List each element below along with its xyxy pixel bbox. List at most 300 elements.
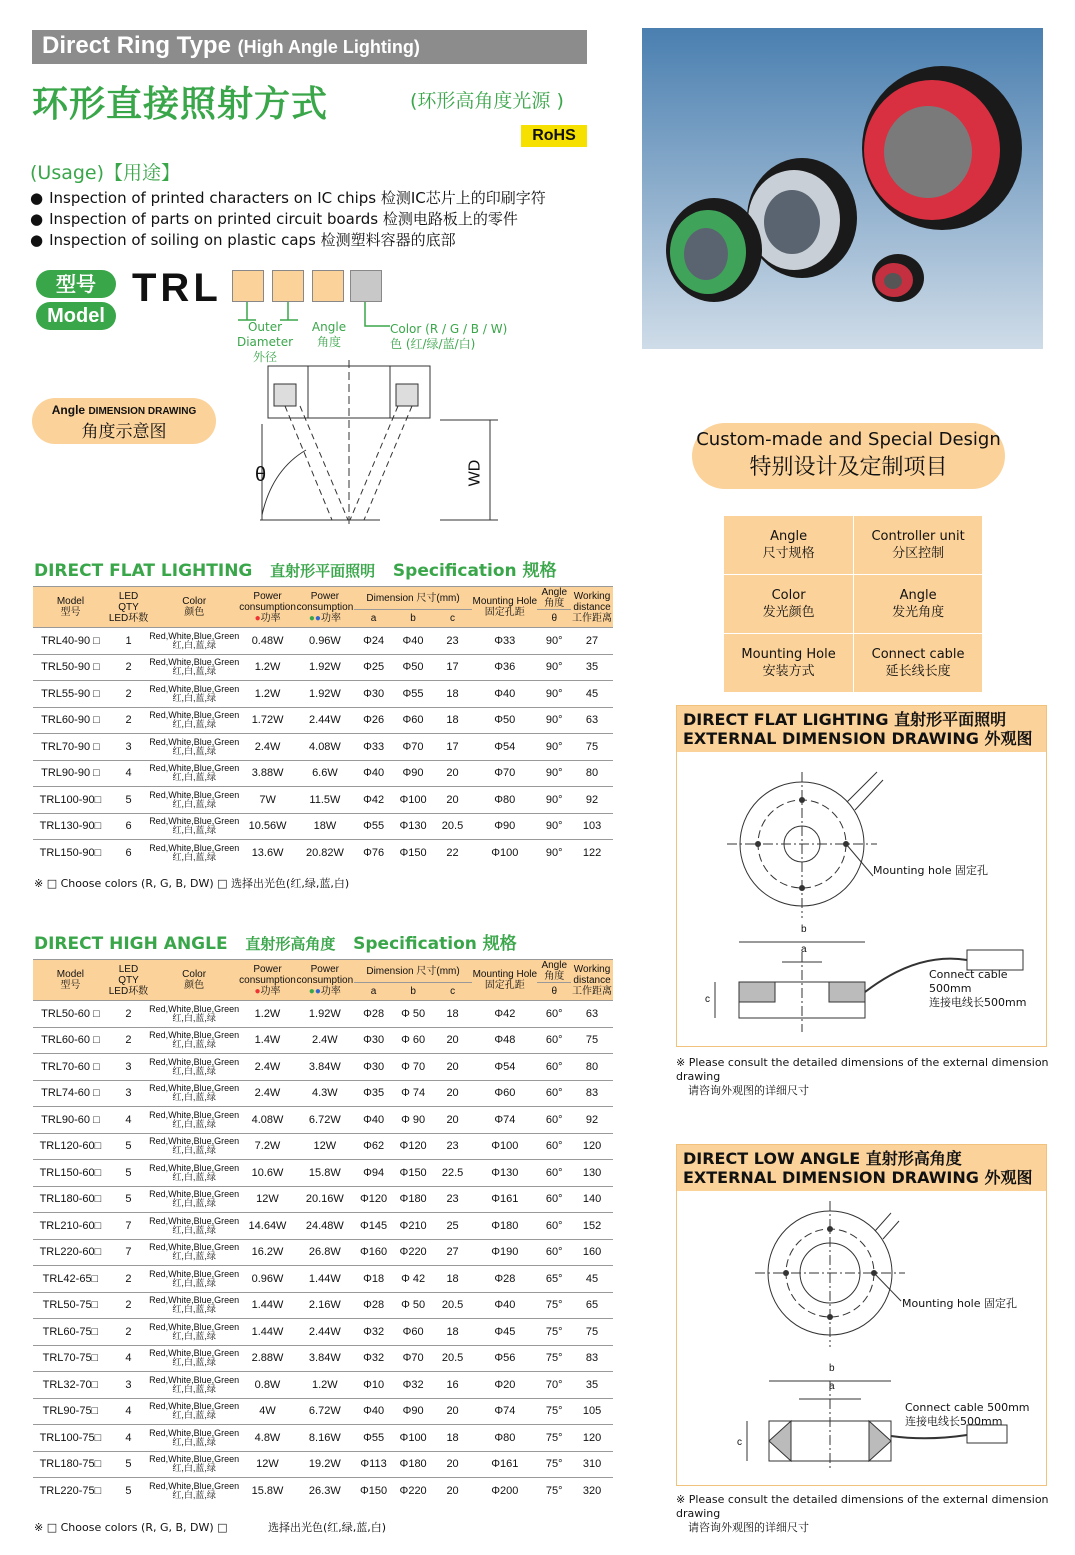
header-b: b [393,983,433,1001]
table-cell: 2.4W [296,1027,354,1054]
color-cell: Red,White,Blue,Green 红,白,蓝,绿 [149,787,239,814]
label-angle: Angle 角度 [311,320,347,349]
table-cell: 90° [537,760,571,787]
table-cell: 15.8W [239,1478,296,1505]
table-cell: Φ74 [472,1398,537,1425]
table-row [33,1239,613,1266]
table-cell: TRL32-70□ [33,1372,108,1399]
table-cell: 4.08W [239,1107,296,1134]
table-cell: TRL100-75□ [33,1425,108,1452]
table-cell: Φ150 [354,1478,394,1505]
table-row [33,1160,613,1187]
table-cell: 1.2W [239,654,296,681]
table-cell: Φ24 [354,628,393,655]
flat-spec-table [33,586,613,866]
table-row [33,1186,613,1213]
table-cell: 20 [433,1478,472,1505]
table-cell: 20 [433,1451,472,1478]
table-row [33,654,613,681]
color-cell: Red,White,Blue,Green 红,白,蓝,绿 [149,1398,239,1425]
table-cell: 2.44W [296,707,354,734]
table-cell: Φ90 [393,1398,433,1425]
table-cell: 60° [537,1107,571,1134]
table-cell: TRL74-60 □ [33,1080,108,1107]
table-cell: TRL150-90□ [33,840,108,867]
table-cell: Φ20 [472,1372,537,1399]
table-cell: 65 [571,1292,613,1319]
flat-table-title: DIRECT FLAT LIGHTING 直射形平面照明 Specification 规格 [34,561,557,581]
table-cell: Φ100 [393,1425,433,1452]
table-cell: Φ 42 [393,1266,433,1293]
table-cell: Φ220 [393,1478,433,1505]
table-row [33,1133,613,1160]
table-cell: Φ 60 [393,1027,433,1054]
label-outer-diameter: Outer Diameter 外径 [236,320,294,364]
table-cell: 75° [537,1292,571,1319]
header-power-other: Power consumption ●●功率 [296,960,354,1001]
table-cell: 3 [108,1080,149,1107]
table-cell: TRL60-90 □ [33,707,108,734]
table-cell: 7W [239,787,296,814]
table-row [33,1319,613,1346]
header-model: Model 型号 [33,960,108,1001]
angle-diagram [240,360,510,530]
table-cell: 4 [108,1107,149,1134]
color-cell: Red,White,Blue,Green 红,白,蓝,绿 [149,1054,239,1081]
table-cell: 5 [108,1186,149,1213]
table-cell: 60° [537,1080,571,1107]
table-cell: 35 [571,654,613,681]
table-cell: 60° [537,1239,571,1266]
usage-title: (Usage)【用途】 [30,162,181,184]
table-cell: Φ 90 [393,1107,433,1134]
table-cell: 22.5 [433,1160,472,1187]
product-photo [642,28,1043,349]
table-cell: 20.82W [296,840,354,867]
table-cell: Φ30 [354,1054,394,1081]
table-cell: 4 [108,1398,149,1425]
table-cell: 17 [433,654,472,681]
table-cell: 1.2W [296,1372,354,1399]
table-cell: 1.92W [296,654,354,681]
table-cell: Φ210 [393,1213,433,1240]
table-cell: 90° [537,654,571,681]
table-cell: 18 [433,1001,472,1028]
table-cell: 90° [537,681,571,708]
table-cell: 2.4W [239,1054,296,1081]
table-cell: 23 [433,628,472,655]
table-cell: Φ54 [472,1054,537,1081]
header-a: a [354,610,393,628]
table-cell: 2 [108,1266,149,1293]
table-cell: Φ160 [354,1239,394,1266]
wd-label: WD [466,459,484,487]
table-row [33,1292,613,1319]
low-drawing-svg [677,1191,1046,1481]
table-cell: TRL120-60□ [33,1133,108,1160]
table-cell: Φ32 [354,1345,394,1372]
custom-cell: Angle 尺寸规格 [724,516,854,575]
table-cell: Φ40 [354,1107,394,1134]
table-cell: Φ40 [354,760,393,787]
header-dimension: Dimension 尺寸(mm) [354,960,472,983]
table-cell: TRL220-60□ [33,1239,108,1266]
table-cell: Φ36 [472,654,537,681]
table-cell: 2 [108,1319,149,1346]
table-cell: 5 [108,1478,149,1505]
table-cell: 105 [571,1398,613,1425]
table-cell: 2.88W [239,1345,296,1372]
header-theta: θ [537,983,571,1001]
table-cell: 4W [239,1398,296,1425]
table-cell: Φ18 [354,1266,394,1293]
table-cell: 75° [537,1345,571,1372]
table-cell: 2 [108,681,149,708]
table-row [33,628,613,655]
table-cell: Φ161 [472,1186,537,1213]
high-table-note: ※ □ Choose colors (R, G, B, DW) □ [34,1521,228,1534]
table-cell: 11.5W [296,787,354,814]
flat-dimension-drawing [676,705,1047,1047]
table-cell: TRL55-90 □ [33,681,108,708]
table-row [33,1398,613,1425]
table-row [33,1345,613,1372]
color-cell: Red,White,Blue,Green 红,白,蓝,绿 [149,654,239,681]
table-cell: 45 [571,681,613,708]
usage-item: ● Inspection of printed characters on IC chips 检测IC芯片上的印刷字符 [30,188,546,209]
table-cell: Φ76 [354,840,393,867]
table-cell: Φ150 [393,840,433,867]
color-cell: Red,White,Blue,Green 红,白,蓝,绿 [149,734,239,761]
table-cell: 152 [571,1213,613,1240]
color-cell: Red,White,Blue,Green 红,白,蓝,绿 [149,628,239,655]
table-cell: 17 [433,734,472,761]
table-cell: 90° [537,707,571,734]
angle-drawing-label: Angle DIMENSION DRAWING 角度示意图 [32,398,216,444]
table-cell: TRL210-60□ [33,1213,108,1240]
model-badge-cn: 型号 [36,270,116,298]
table-cell: 70° [537,1372,571,1399]
table-cell: TRL42-65□ [33,1266,108,1293]
table-row [33,1451,613,1478]
table-cell: Φ56 [472,1345,537,1372]
table-cell: TRL50-90 □ [33,654,108,681]
model-slot-extra [312,270,344,302]
table-cell: 22 [433,840,472,867]
table-cell: 2 [108,1292,149,1319]
table-cell: 3.84W [296,1345,354,1372]
table-cell: TRL150-60□ [33,1160,108,1187]
table-cell: 1.92W [296,681,354,708]
table-cell: TRL40-90 □ [33,628,108,655]
header-dimension: Dimension 尺寸(mm) [354,587,472,610]
table-cell: Φ60 [393,1319,433,1346]
table-cell: Φ161 [472,1451,537,1478]
table-header [33,960,613,1001]
table-header [33,587,613,628]
table-cell: 1.44W [296,1266,354,1293]
table-cell: Φ113 [354,1451,394,1478]
color-cell: Red,White,Blue,Green 红,白,蓝,绿 [149,1213,239,1240]
table-cell: 10.56W [239,813,296,840]
table-cell: 15.8W [296,1160,354,1187]
table-cell: 6.72W [296,1398,354,1425]
table-cell: Φ40 [393,628,433,655]
table-cell: Φ28 [354,1292,394,1319]
table-row [33,681,613,708]
flat-table-note: ※ □ Choose colors (R, G, B, DW) □ 选择出光色(红,绿,蓝,白) [34,877,350,890]
header-c: c [433,983,472,1001]
table-cell: 20.5 [433,1345,472,1372]
table-cell: 75 [571,1319,613,1346]
table-cell: 320 [571,1478,613,1505]
table-cell: Φ180 [393,1451,433,1478]
color-cell: Red,White,Blue,Green 红,白,蓝,绿 [149,1239,239,1266]
header-led: LED QTY LED环数 [108,960,149,1001]
table-cell: TRL60-60 □ [33,1027,108,1054]
table-cell: 19.2W [296,1451,354,1478]
table-cell: 14.64W [239,1213,296,1240]
title-bar [32,30,587,64]
table-cell: 1.44W [239,1319,296,1346]
custom-cell: Color 发光颜色 [724,575,854,634]
table-cell: 65° [537,1266,571,1293]
table-cell: Φ30 [354,681,393,708]
cable-label: Connect cable 500mm 连接电线长500mm [929,968,1027,1009]
table-cell: 12W [239,1186,296,1213]
custom-cell: Connect cable 延长线长度 [854,634,983,693]
table-cell: Φ130 [472,1160,537,1187]
table-cell: Φ80 [472,1425,537,1452]
table-cell: Φ70 [393,1345,433,1372]
table-cell: Φ55 [393,681,433,708]
table-cell: 4.8W [239,1425,296,1452]
header-a: a [354,983,394,1001]
table-cell: 23 [433,1186,472,1213]
table-cell: 80 [571,1054,613,1081]
table-cell: Φ50 [472,707,537,734]
color-cell: Red,White,Blue,Green 红,白,蓝,绿 [149,1080,239,1107]
table-row [33,1478,613,1505]
table-cell: Φ200 [472,1478,537,1505]
table-cell: Φ120 [393,1133,433,1160]
table-cell: Φ48 [472,1027,537,1054]
table-cell: 6 [108,840,149,867]
table-cell: 63 [571,707,613,734]
table-cell: Φ74 [472,1107,537,1134]
table-cell: TRL50-60 □ [33,1001,108,1028]
table-cell: Φ130 [393,813,433,840]
table-cell: Φ90 [393,760,433,787]
table-cell: 6.6W [296,760,354,787]
table-row [33,1080,613,1107]
table-cell: TRL90-60 □ [33,1107,108,1134]
table-cell: 20 [433,1080,472,1107]
table-cell: Φ25 [354,654,393,681]
table-cell: 92 [571,1107,613,1134]
color-cell: Red,White,Blue,Green 红,白,蓝,绿 [149,1478,239,1505]
color-cell: Red,White,Blue,Green 红,白,蓝,绿 [149,1372,239,1399]
table-cell: TRL180-60□ [33,1186,108,1213]
table-cell: 75° [537,1478,571,1505]
drawing-title: DIRECT LOW ANGLE 直射形高角度 EXTERNAL DIMENSION DRAWING 外观图 [677,1145,1046,1191]
table-cell: 24.48W [296,1213,354,1240]
table-row [33,813,613,840]
color-cell: Red,White,Blue,Green 红,白,蓝,绿 [149,1160,239,1187]
table-cell: 63 [571,1001,613,1028]
table-cell: 90° [537,734,571,761]
header-c: c [433,610,472,628]
header-model: Model 型号 [33,587,108,628]
table-cell: Φ 50 [393,1001,433,1028]
low-drawing-note: ※ Please consult the detailed dimensions of the external dimension drawing 请咨询外观图的详细尺寸 [676,1493,1049,1534]
table-cell: 1 [108,628,149,655]
dim-a: a [829,1381,835,1392]
table-cell: Φ28 [472,1266,537,1293]
header-hole: Mounting Hole 固定孔距 [472,587,537,628]
table-cell: 7 [108,1213,149,1240]
table-row [33,1266,613,1293]
color-cell: Red,White,Blue,Green 红,白,蓝,绿 [149,1133,239,1160]
table-cell: 83 [571,1345,613,1372]
table-cell: 2.16W [296,1292,354,1319]
table-cell: 2.4W [239,734,296,761]
table-cell: 2.44W [296,1319,354,1346]
table-cell: 23 [433,1133,472,1160]
table-cell: 18 [433,1266,472,1293]
color-cell: Red,White,Blue,Green 红,白,蓝,绿 [149,760,239,787]
table-cell: 20 [433,1054,472,1081]
custom-design-label: Custom-made and Special Design 特别设计及定制项目 [692,423,1005,489]
header-power-other: Power consumption ●●功率 [296,587,354,628]
model-slot-color [350,270,382,302]
table-cell: Φ40 [472,1292,537,1319]
dim-c: c [705,994,710,1005]
table-cell: 2.4W [239,1080,296,1107]
table-cell: TRL100-90□ [33,787,108,814]
table-cell: Φ26 [354,707,393,734]
header-power-red: Power consumption ●功率 [239,587,296,628]
custom-options-table [723,515,983,693]
table-cell: TRL70-90 □ [33,734,108,761]
table-cell: 60° [537,1027,571,1054]
table-cell: 3.84W [296,1054,354,1081]
table-cell: Φ32 [393,1372,433,1399]
table-cell: 60° [537,1054,571,1081]
table-cell: 7.2W [239,1133,296,1160]
table-cell: 90° [537,787,571,814]
table-cell: 120 [571,1133,613,1160]
table-cell: Φ55 [354,1425,394,1452]
table-cell: 20.5 [433,813,472,840]
table-cell: 20 [433,760,472,787]
table-cell: 0.96W [239,1266,296,1293]
table-cell: 3 [108,1054,149,1081]
table-cell: 140 [571,1186,613,1213]
table-row [33,760,613,787]
table-cell: 26.8W [296,1239,354,1266]
table-cell: Φ220 [393,1239,433,1266]
table-cell: 2 [108,654,149,681]
page-title: Direct Ring Type (High Angle Lighting) [42,32,420,59]
table-cell: Φ40 [354,1398,394,1425]
color-cell: Red,White,Blue,Green 红,白,蓝,绿 [149,1027,239,1054]
table-cell: Φ35 [354,1080,394,1107]
high-table-note-cn: 选择出光色(红,绿,蓝,白) [268,1521,387,1534]
table-cell: 3 [108,1372,149,1399]
table-cell: Φ 50 [393,1292,433,1319]
label-color: Color (R / G / B / W) 色 (红/绿/蓝/白) [390,322,508,351]
table-cell: Φ94 [354,1160,394,1187]
table-cell: 20.5 [433,1292,472,1319]
table-row [33,1213,613,1240]
table-cell: 12W [296,1133,354,1160]
color-cell: Red,White,Blue,Green 红,白,蓝,绿 [149,813,239,840]
table-cell: 1.72W [239,707,296,734]
mounting-hole-label: Mounting hole 固定孔 [873,864,989,877]
table-cell: 0.96W [296,628,354,655]
table-row [33,787,613,814]
table-row [33,1054,613,1081]
table-cell: TRL130-90□ [33,813,108,840]
table-cell: Φ45 [472,1319,537,1346]
dim-b: b [829,1363,835,1374]
table-cell: Φ150 [393,1160,433,1187]
header-color: Color 颜色 [149,587,239,628]
table-cell: 18 [433,707,472,734]
table-row [33,707,613,734]
table-cell: Φ120 [354,1186,394,1213]
header-theta: θ [537,610,571,628]
table-cell: TRL70-60 □ [33,1054,108,1081]
table-cell: Φ180 [472,1213,537,1240]
model-code: TRL [132,266,222,310]
table-cell: 90° [537,840,571,867]
table-cell: 75° [537,1451,571,1478]
table-cell: Φ42 [354,787,393,814]
table-cell: Φ10 [354,1372,394,1399]
header-hole: Mounting Hole 固定孔距 [472,960,537,1001]
high-spec-table [33,959,613,1504]
header-power-red: Power consumption ●功率 [239,960,296,1001]
table-cell: 7 [108,1239,149,1266]
table-cell: Φ190 [472,1239,537,1266]
table-cell: 4 [108,1345,149,1372]
table-cell: Φ60 [472,1080,537,1107]
model-slot-angle [272,270,304,302]
low-angle-dimension-drawing [676,1144,1047,1486]
table-cell: Φ100 [393,787,433,814]
table-cell: 120 [571,1425,613,1452]
table-cell: TRL220-75□ [33,1478,108,1505]
table-cell: 20 [433,1107,472,1134]
table-cell: Φ62 [354,1133,394,1160]
header-wd: Working distance 工作距离 [571,587,613,628]
table-cell: Φ70 [472,760,537,787]
color-cell: Red,White,Blue,Green 红,白,蓝,绿 [149,1186,239,1213]
table-cell: 45 [571,1266,613,1293]
table-cell: 10.6W [239,1160,296,1187]
header-wd: Working distance 工作距离 [571,960,613,1001]
table-cell: Φ32 [354,1319,394,1346]
mounting-hole-label: Mounting hole 固定孔 [902,1297,1018,1310]
color-cell: Red,White,Blue,Green 红,白,蓝,绿 [149,840,239,867]
color-cell: Red,White,Blue,Green 红,白,蓝,绿 [149,1001,239,1028]
table-row [33,1027,613,1054]
table-cell: Φ 74 [393,1080,433,1107]
header-angle: Angle 角度 [537,960,571,983]
table-cell: Φ80 [472,787,537,814]
